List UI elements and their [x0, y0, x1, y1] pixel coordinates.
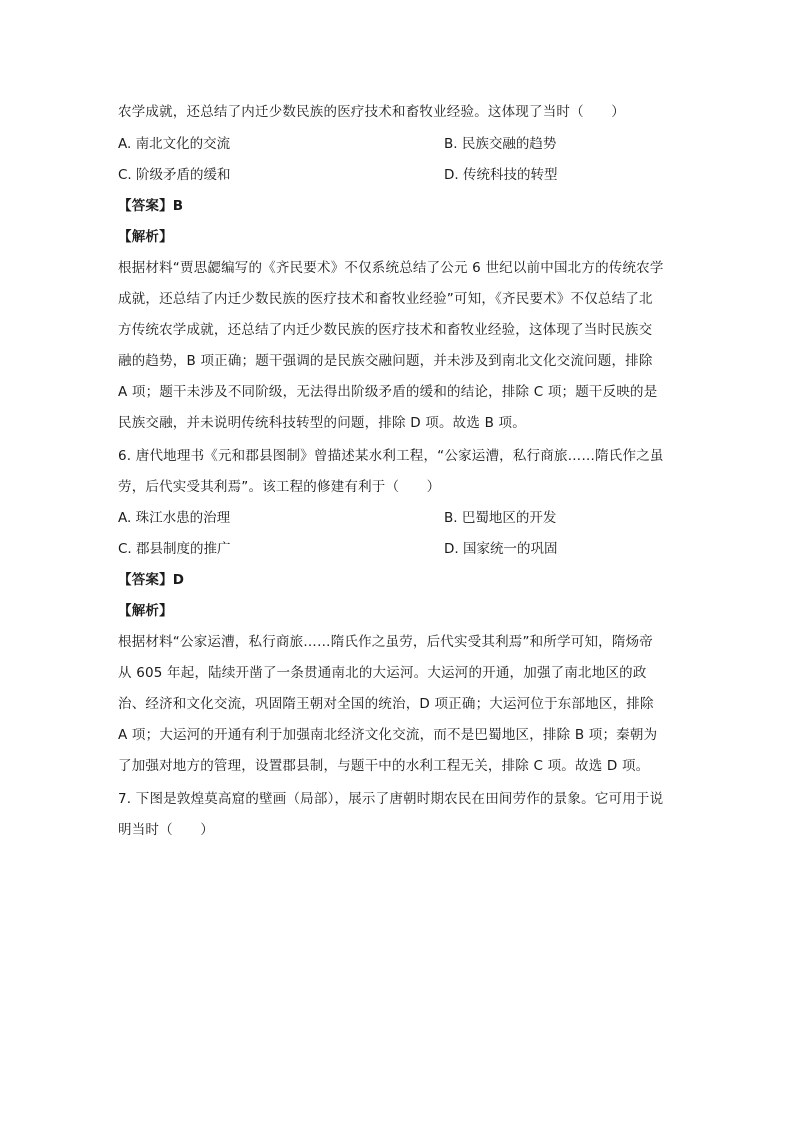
q6-stem-line: 6. 唐代地理书《元和郡县图制》曾描述某水利工程，“公家运漕，私行商旅……隋氏作之虽 [118, 448, 664, 464]
q6-stem-line: 劳，后代实受其利焉”。该工程的修建有利于（ ） [118, 479, 441, 495]
q6-analysis-line: 根据材料“公家运漕，私行商旅……隋氏作之虽劳，后代实受其利焉”和所学可知，隋炀帝 [118, 634, 653, 650]
q6-answer: 【答案】D [118, 572, 185, 588]
q5-option-d: D. 传统科技的转型 [444, 167, 558, 183]
q5-analysis-label: 【解析】 [118, 229, 173, 245]
q5-analysis-line: 根据材料“贾思勰编写的《齐民要术》不仅系统总结了公元 6 世纪以前中国北方的传统农学 [118, 260, 664, 276]
q5-analysis-line: A 项；题干未涉及不同阶级，无法得出阶级矛盾的缓和的结论，排除 C 项；题干反映的是 [118, 384, 658, 400]
q6-option-c: C. 郡县制度的推广 [118, 541, 231, 557]
q7-stem-line: 明当时（ ） [118, 822, 214, 838]
q5-analysis-line: 成就，还总结了内迁少数民族的医疗技术和畜牧业经验”可知，《齐民要术》不仅总结了北 [118, 291, 653, 307]
q6-option-d: D. 国家统一的巩固 [444, 541, 558, 557]
q5-option-a: A. 南北文化的交流 [118, 136, 231, 152]
q6-analysis-line: 了加强对地方的管理，设置郡县制，与题干中的水利工程无关，排除 C 项。故选 D 项。 [118, 758, 650, 774]
q5-stem-line: 农学成就，还总结了内迁少数民族的医疗技术和畜牧业经验。这体现了当时（ ） [118, 104, 625, 120]
q5-analysis-line: 民族交融，并未说明传统科技转型的问题，排除 D 项。故选 B 项。 [118, 415, 526, 431]
q6-analysis-label: 【解析】 [118, 603, 173, 619]
q5-analysis-line: 方传统农学成就，还总结了内迁少数民族的医疗技术和畜牧业经验，这体现了当时民族交 [118, 322, 653, 338]
q6-option-b: B. 巴蜀地区的开发 [444, 510, 557, 526]
q6-analysis-line: A 项；大运河的开通有利于加强南北经济文化交流，而不是巴蜀地区，排除 B 项；秦朝为 [118, 727, 658, 743]
q5-option-c: C. 阶级矛盾的缓和 [118, 167, 231, 183]
q6-analysis-line: 从 605 年起，陆续开凿了一条贯通南北的大运河。大运河的开通，加强了南北地区的政 [118, 665, 647, 681]
q5-analysis-line: 融的趋势，B 项正确；题干强调的是民族交融问题，并未涉及到南北文化交流问题，排除 [118, 353, 653, 369]
q6-option-a: A. 珠江水患的治理 [118, 510, 231, 526]
q5-option-b: B. 民族交融的趋势 [444, 136, 557, 152]
q7-stem-line: 7. 下图是敦煌莫高窟的壁画（局部），展示了唐朝时期农民在田间劳作的景象。它可用于说 [118, 791, 664, 807]
q6-analysis-line: 治、经济和文化交流，巩固隋王朝对全国的统治，D 项正确；大运河位于东部地区，排除 [118, 696, 654, 712]
q5-answer: 【答案】B [118, 198, 184, 214]
